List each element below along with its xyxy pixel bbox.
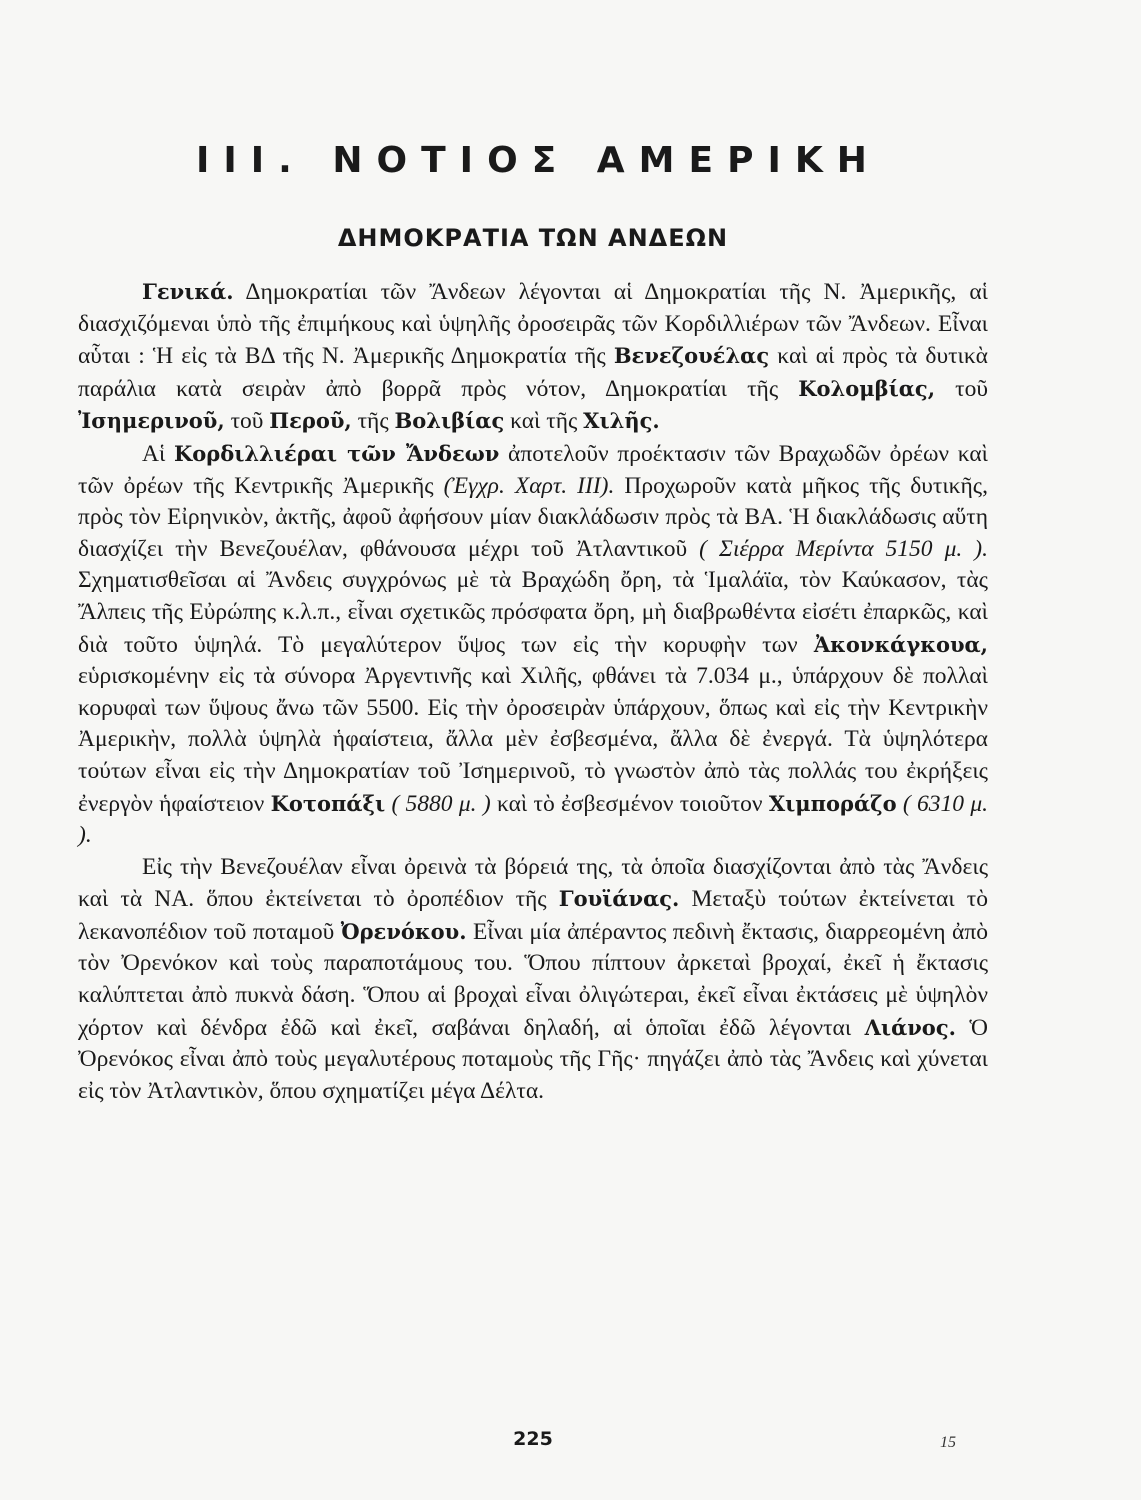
text-run: τοῦ	[224, 408, 270, 435]
book-page	[78, 0, 988, 1500]
bold-term: Κοτοπάξι	[270, 790, 386, 816]
bold-term: Περοῦ,	[269, 408, 352, 434]
bold-term: Κορδιλλιέραι τῶν Ἄνδεων	[173, 440, 500, 466]
italic-note: ( 5880 μ. )	[391, 790, 491, 817]
text-run: καὶ τῆς	[504, 408, 584, 435]
italic-note: (Ἐγχρ. Χαρτ. III).	[443, 472, 615, 499]
text-run: Μεταξὺ τούτων ἐκτείνεται τὸ λεκανοπέδιον τοῦ ποταμοῦ	[78, 886, 988, 945]
bold-term: Χιμποράζο	[768, 790, 897, 816]
text-run: Ὁ Ὀρενόκος εἶναι ἀπὸ τοὺς μεγαλυτέρους ποταμοὺς τῆς Γῆς· πηγάζει ἀπὸ τὰς Ἄνδεις καὶ χύνεται εἰς τὸν Ἀτλαντικὸν, ὅπου σχηματίζει μέγα Δέλτα.	[78, 1014, 988, 1104]
bold-term: Χιλῆς.	[583, 408, 660, 434]
text-run: Εἶναι μία ἀπέραντος πεδινὴ ἔκτασις, διαρρεομένη ἀπὸ τὸν Ὀρενόκον καὶ τοὺς παραποτάμους του. Ὅπου πίπτουν ἀρκεταὶ βροχαί, ἐκεῖ ἡ ἔκτασις καλύπτεται ἀπὸ πυκνὰ δάση. Ὅπου αἱ βροχαὶ εἶναι ὀλιγώτεραι, ἐκεῖ εἶναι ἐκτάσεις μὲ ὑψηλὸν χόρτον καὶ δένδρα ἐδῶ καὶ ἐκεῖ, σαβάναι δηλαδή, αἱ ὁποῖαι ἐδῶ λέγονται	[78, 918, 988, 1041]
signature-mark: 15	[940, 1434, 956, 1451]
text-run: τοῦ	[935, 375, 988, 402]
text-run: καὶ τὸ ἐσβεσμένον τοιοῦτον	[490, 790, 769, 817]
bold-term: Κολομβίας,	[798, 375, 936, 401]
text-run: Δημοκρατίαι τῶν Ἄνδεων λέγονται αἱ Δημοκρατίαι τῆς Ν. Ἀμερικῆς, αἱ διασχιζόμεναι ὑπὸ τῆς ἐπιμήκους καὶ ὑψηλῆς ὀροσειρᾶς τῶν Κορδιλλιέρων τῶν Ἄνδεων. Εἶναι αὗται : Ἡ εἰς τὰ ΒΔ τῆς Ν. Ἀμερικῆς Δημοκρατία τῆς	[78, 279, 988, 370]
text-run: Εἰς τὴν Βενεζουέλαν εἶναι ὀρεινὰ τὰ βόρειά της, τὰ ὁποῖα διασχίζονται ἀπὸ τὰς Ἄνδεις καὶ τὰ ΝΑ. ὅπου ἐκτείνεται τὸ ὀροπέδιον τῆς	[78, 853, 988, 913]
page-number: 225	[513, 1428, 553, 1450]
paragraph-general	[78, 276, 988, 438]
text-run: τῆς	[351, 408, 395, 435]
bold-term: Ἰσημερινοῦ,	[78, 408, 225, 434]
bold-term: Ὀρενόκου.	[340, 918, 467, 944]
text-run: εὑρισκομένην εἰς τὰ σύνορα Ἀργεντινῆς καὶ Χιλῆς, φθάνει τὰ 7.034 μ., ὑπάρχουν δὲ πολλαὶ κορυφαὶ των ὕψους ἄνω τῶν 5500. Εἰς τὴν ὀροσειρὰν ὑπάρχουν, ὅπως καὶ εἰς τὴν Κεντρικὴν Ἀμερικὴν, πολλὰ ὑψηλὰ ἡφαίστεια, ἄλλα μὲν ἐσβεσμένα, ἄλλα δὲ ἐνεργά. Τὰ ὑψηλότερα τούτων εἶναι εἰς τὴν Δημοκρατίαν τοῦ Ἰσημερινοῦ, τὸ γνωστὸν ἀπὸ τὰς πολλάς του ἐκρήξεις ἐνεργὸν ἡφαίστειον	[78, 663, 988, 817]
section-title: ΔΗΜΟΚΡΑΤΙΑ ΤΩΝ ΑΝΔΕΩΝ	[337, 224, 729, 252]
body-text	[78, 276, 988, 1107]
bold-term: Γενικά.	[142, 279, 234, 304]
text-run: Σχηματισθεῖσαι αἱ Ἄνδεις συγχρόνως μὲ τὰ Βραχώδη ὄρη, τὰ Ἱμαλάϊα, τὸν Καύκασον, τὰς Ἄλπεις τῆς Εὐρώπης κ.λ.π., εἶναι σχετικῶς πρόσφατα ὄρη, μὴ διαβρωθέντα εἰσέτι ἐπαρκῶς, καὶ διὰ τοῦτο ὑψηλά. Τὸ μεγαλύτερον ὕψος των εἰς τὴν κορυφὴν των	[78, 567, 988, 658]
italic-note: ( 6310 μ. ).	[78, 790, 988, 849]
chapter-title: III. ΝΟΤΙΟΣ ΑΜΕΡΙΚΗ	[196, 140, 881, 181]
bold-term: Βολιβίας	[394, 408, 505, 434]
paragraph-cordilleras	[78, 438, 988, 852]
bold-term: Βενεζουέλας	[613, 343, 770, 369]
bold-term: Ἀκονκάγκουα,	[813, 631, 988, 657]
text-run: Προχωροῦν κατὰ μῆκος τῆς δυτικῆς, πρὸς τὸν Εἰρηνικὸν, ἀκτῆς, ἀφοῦ ἀφήσουν μίαν διακλάδωσιν πρὸς τὰ ΒΑ. Ἡ διακλάδωσις αὕτη διασχίζει τὴν Βενεζουέλαν, φθάνουσα μέχρι τοῦ Ἀτλαντικοῦ	[78, 472, 988, 562]
text-run: καὶ αἱ πρὸς τὰ δυτικὰ παράλια κατὰ σειρὰν ἀπὸ βορρᾶ πρὸς νότον, Δημοκρατίαι τῆς	[78, 343, 988, 402]
italic-note: ( Σιέρρα Μερίντα 5150 μ. ).	[699, 535, 989, 562]
paragraph-venezuela	[78, 852, 988, 1108]
bold-term: Λιάνος.	[864, 1014, 956, 1040]
bold-term: Γουϊάνας.	[558, 886, 680, 912]
text-run: Αἱ	[142, 440, 174, 467]
text-run: ἀποτελοῦν προέκτασιν τῶν Βραχωδῶν ὀρέων καὶ τῶν ὀρέων τῆς Κεντρικῆς Ἀμερικῆς	[78, 440, 989, 499]
